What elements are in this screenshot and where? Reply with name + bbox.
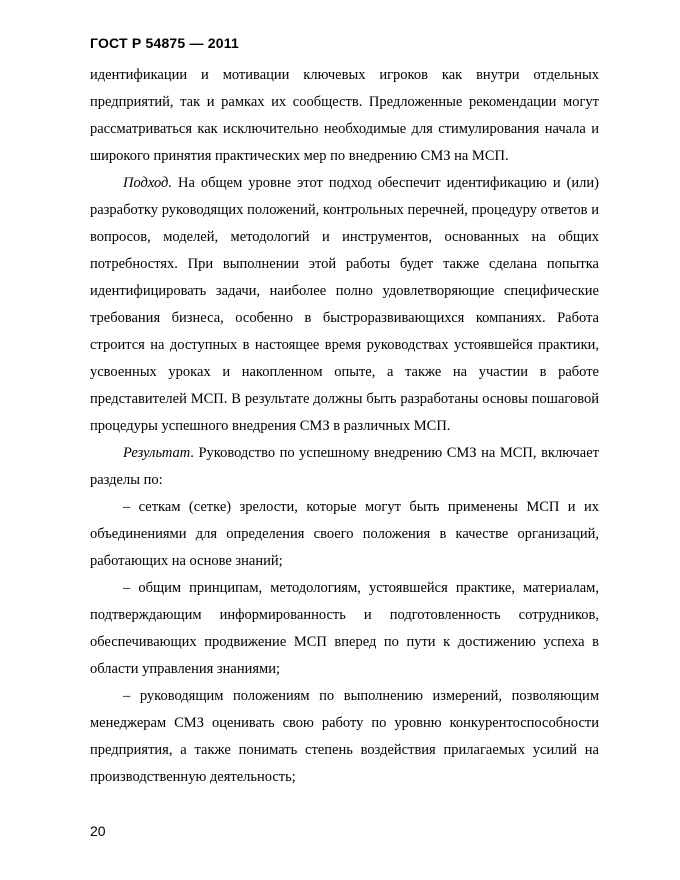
paragraph-approach <box>90 170 599 440</box>
page-number: 20 <box>90 823 106 839</box>
list-item: – общим принципам, методологиям, устоявшейся практике, материалам, подтверждающим информированность и подготовленность сотрудников, обеспечивающих продвижение МСП вперед по пути к достижению успеха в области управления знаниями; <box>90 580 599 677</box>
paragraph-result-text: . Руководство по успешному внедрению СМЗ на МСП, включает разделы по: <box>90 445 599 488</box>
paragraph-result <box>90 440 599 494</box>
document-header: ГОСТ Р 54875 — 2011 <box>90 35 239 51</box>
page-body <box>90 62 599 791</box>
paragraph-approach-lead: Подход. <box>123 175 172 191</box>
paragraph-result-lead: Результат <box>123 445 191 461</box>
list-item: – сеткам (сетке) зрелости, которые могут быть применены МСП и их объединениями для определения своего положения в качестве организаций, работающих на основе знаний; <box>90 499 599 569</box>
paragraph-continuation: идентификации и мотивации ключевых игроков как внутри отдельных предприятий, так и рамках их сообществ. Предложенные рекомендации могут рассматриваться как исключительно необходимые для стимулирования начала и широкого принятия практических мер по внедрению СМЗ на МСП. <box>90 67 599 164</box>
paragraph-approach-text: На общем уровне этот подход обеспечит идентификацию и (или) разработку руководящих положений, контрольных перечней, процедуру ответов и вопросов, моделей, методологий и инструментов, основанных на общих потребностях. При выполнении этой работы будет также сделана попытка идентифицировать задачи, наиболее полно удовлетворяющие специфические требования бизнеса, особенно в быстроразвивающихся компаниях. Работа строится на доступных в настоящее время руководствах устоявшейся практики, усвоенных уроках и накопленном опыте, а также на участии в работе представителей МСП. В результате должны быть разработаны основы пошаговой процедуры успешного внедрения СМЗ в различных МСП. <box>90 175 599 434</box>
list-item: – руководящим положениям по выполнению измерений, позволяющим менеджерам СМЗ оценивать свою работу по уровню конкурентоспособности предприятия, а также понимать степень воздействия прилагаемых усилий на производственную деятельность; <box>90 688 599 785</box>
